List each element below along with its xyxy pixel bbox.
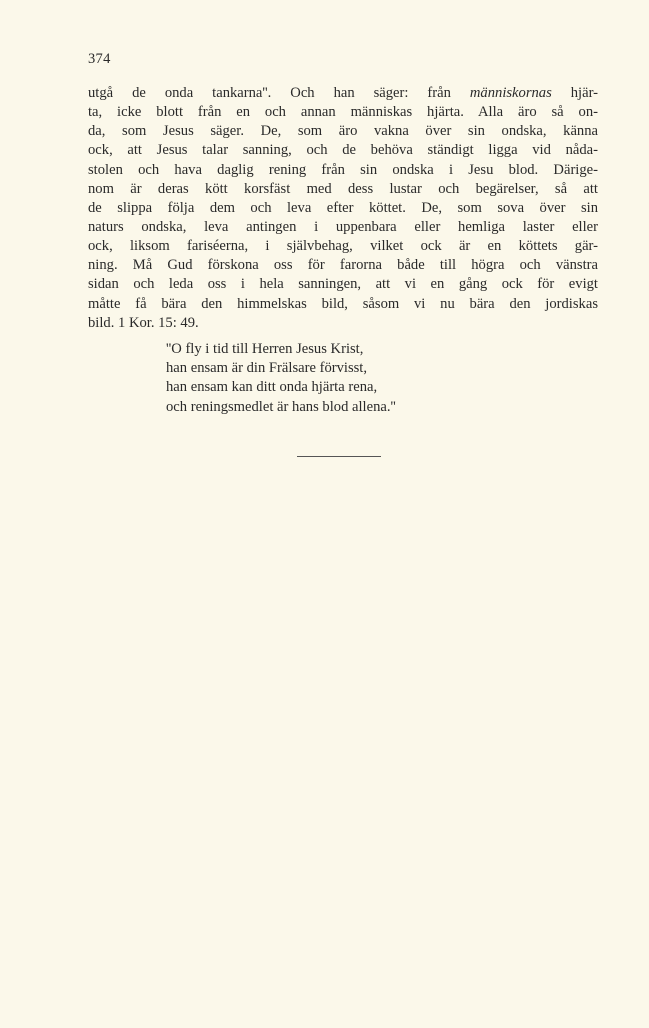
- paragraph-line: da, som Jesus säger. De, som äro vakna över sin ondska, känna: [88, 123, 598, 140]
- paragraph-line: de slippa följa dem och leva efter köttet. De, som sova över sin: [88, 199, 598, 216]
- poem-line: ''O fly i tid till Herren Jesus Krist,: [166, 341, 364, 357]
- paragraph-line: nom är deras kött korsfäst med dess lustar och begärelser, så att: [88, 180, 598, 197]
- paragraph-line: sidan och leda oss i hela sanningen, att vi en gång ock för evigt: [88, 276, 598, 293]
- poem-line: han ensam kan ditt onda hjärta rena,: [166, 379, 378, 396]
- paragraph: [88, 84, 598, 333]
- paragraph-line: bild. 1 Kor. 15: 49.: [88, 314, 199, 331]
- paragraph-line: stolen och hava daglig rening från sin ondska i Jesu blod. Därige-: [88, 161, 598, 178]
- line-text: utgå de onda tankarna''. Och han säger: från: [88, 85, 470, 101]
- paragraph-line: måtte få bära den himmelskas bild, såsom vi nu bära den jordiskas: [88, 295, 598, 312]
- paragraph-line: naturs ondska, leva antingen i uppenbara eller hemliga laster eller: [88, 218, 598, 235]
- paragraph-line: ock, att Jesus talar sanning, och de behöva ständigt ligga vid nåda-: [88, 142, 598, 159]
- poem-line: han ensam är din Frälsare förvisst,: [166, 360, 368, 377]
- italic-word: människornas: [469, 85, 552, 101]
- section-divider: [297, 456, 381, 457]
- line-text: hjär-: [551, 85, 599, 101]
- paragraph-line: ning. Må Gud förskona oss för farorna både till högra och vänstra: [88, 257, 598, 274]
- poem-line: och reningsmedlet är hans blod allena.'': [166, 398, 396, 415]
- paragraph-line: [88, 84, 598, 103]
- poem-stanza: [166, 340, 526, 417]
- paragraph-line: ock, liksom fariséerna, i självbehag, vilket ock är en köttets gär-: [88, 238, 598, 255]
- page-number: 374: [88, 51, 111, 67]
- paragraph-line: ta, icke blott från en och annan människas hjärta. Alla äro så on-: [88, 104, 598, 121]
